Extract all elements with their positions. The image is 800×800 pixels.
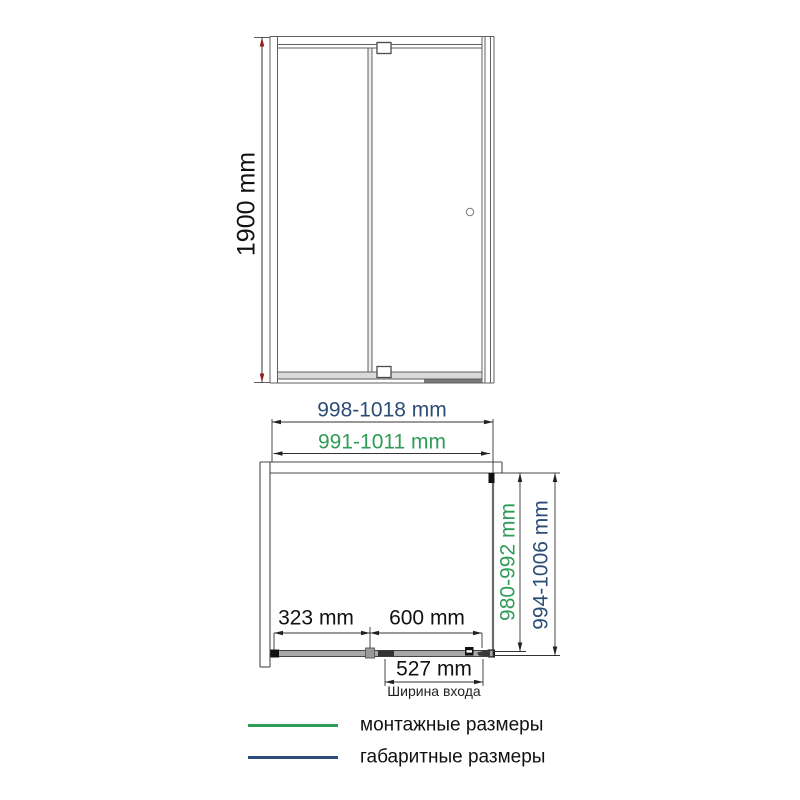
door-handle [466,208,473,215]
elevation-view [270,37,494,384]
door-edge-segment [378,651,394,657]
legend-swatches [248,726,338,758]
pivot-clip-bottom [377,367,391,378]
overall-depth-label: 994-1006 mm [529,500,553,630]
entrance-caption: Ширина входа [387,683,481,699]
fixed-section-label: 323 mm [278,606,354,630]
mounting-depth-label: 980-992 mm [496,503,520,621]
overall-width-label: 998-1018 mm [317,398,447,422]
side-panel-clip-top [489,473,495,483]
arrow-down [260,374,265,383]
arrow-up [260,38,265,47]
track-clip-left [271,650,280,658]
segment-dimensions [274,627,482,650]
pivot-clip-top [377,43,391,54]
door-section-label: 600 mm [389,606,465,630]
legend-overall-label: габаритные размеры [360,746,546,768]
bottom-rail-dark-segment [424,380,482,383]
track-pivot-clip [366,648,375,658]
height-dimension-label: 1900 mm [232,151,261,257]
entrance-width-label: 527 mm [396,657,472,681]
legend-mounting-label: монтажные размеры [360,714,544,736]
mounting-width-label: 991-1011 mm [317,430,447,454]
